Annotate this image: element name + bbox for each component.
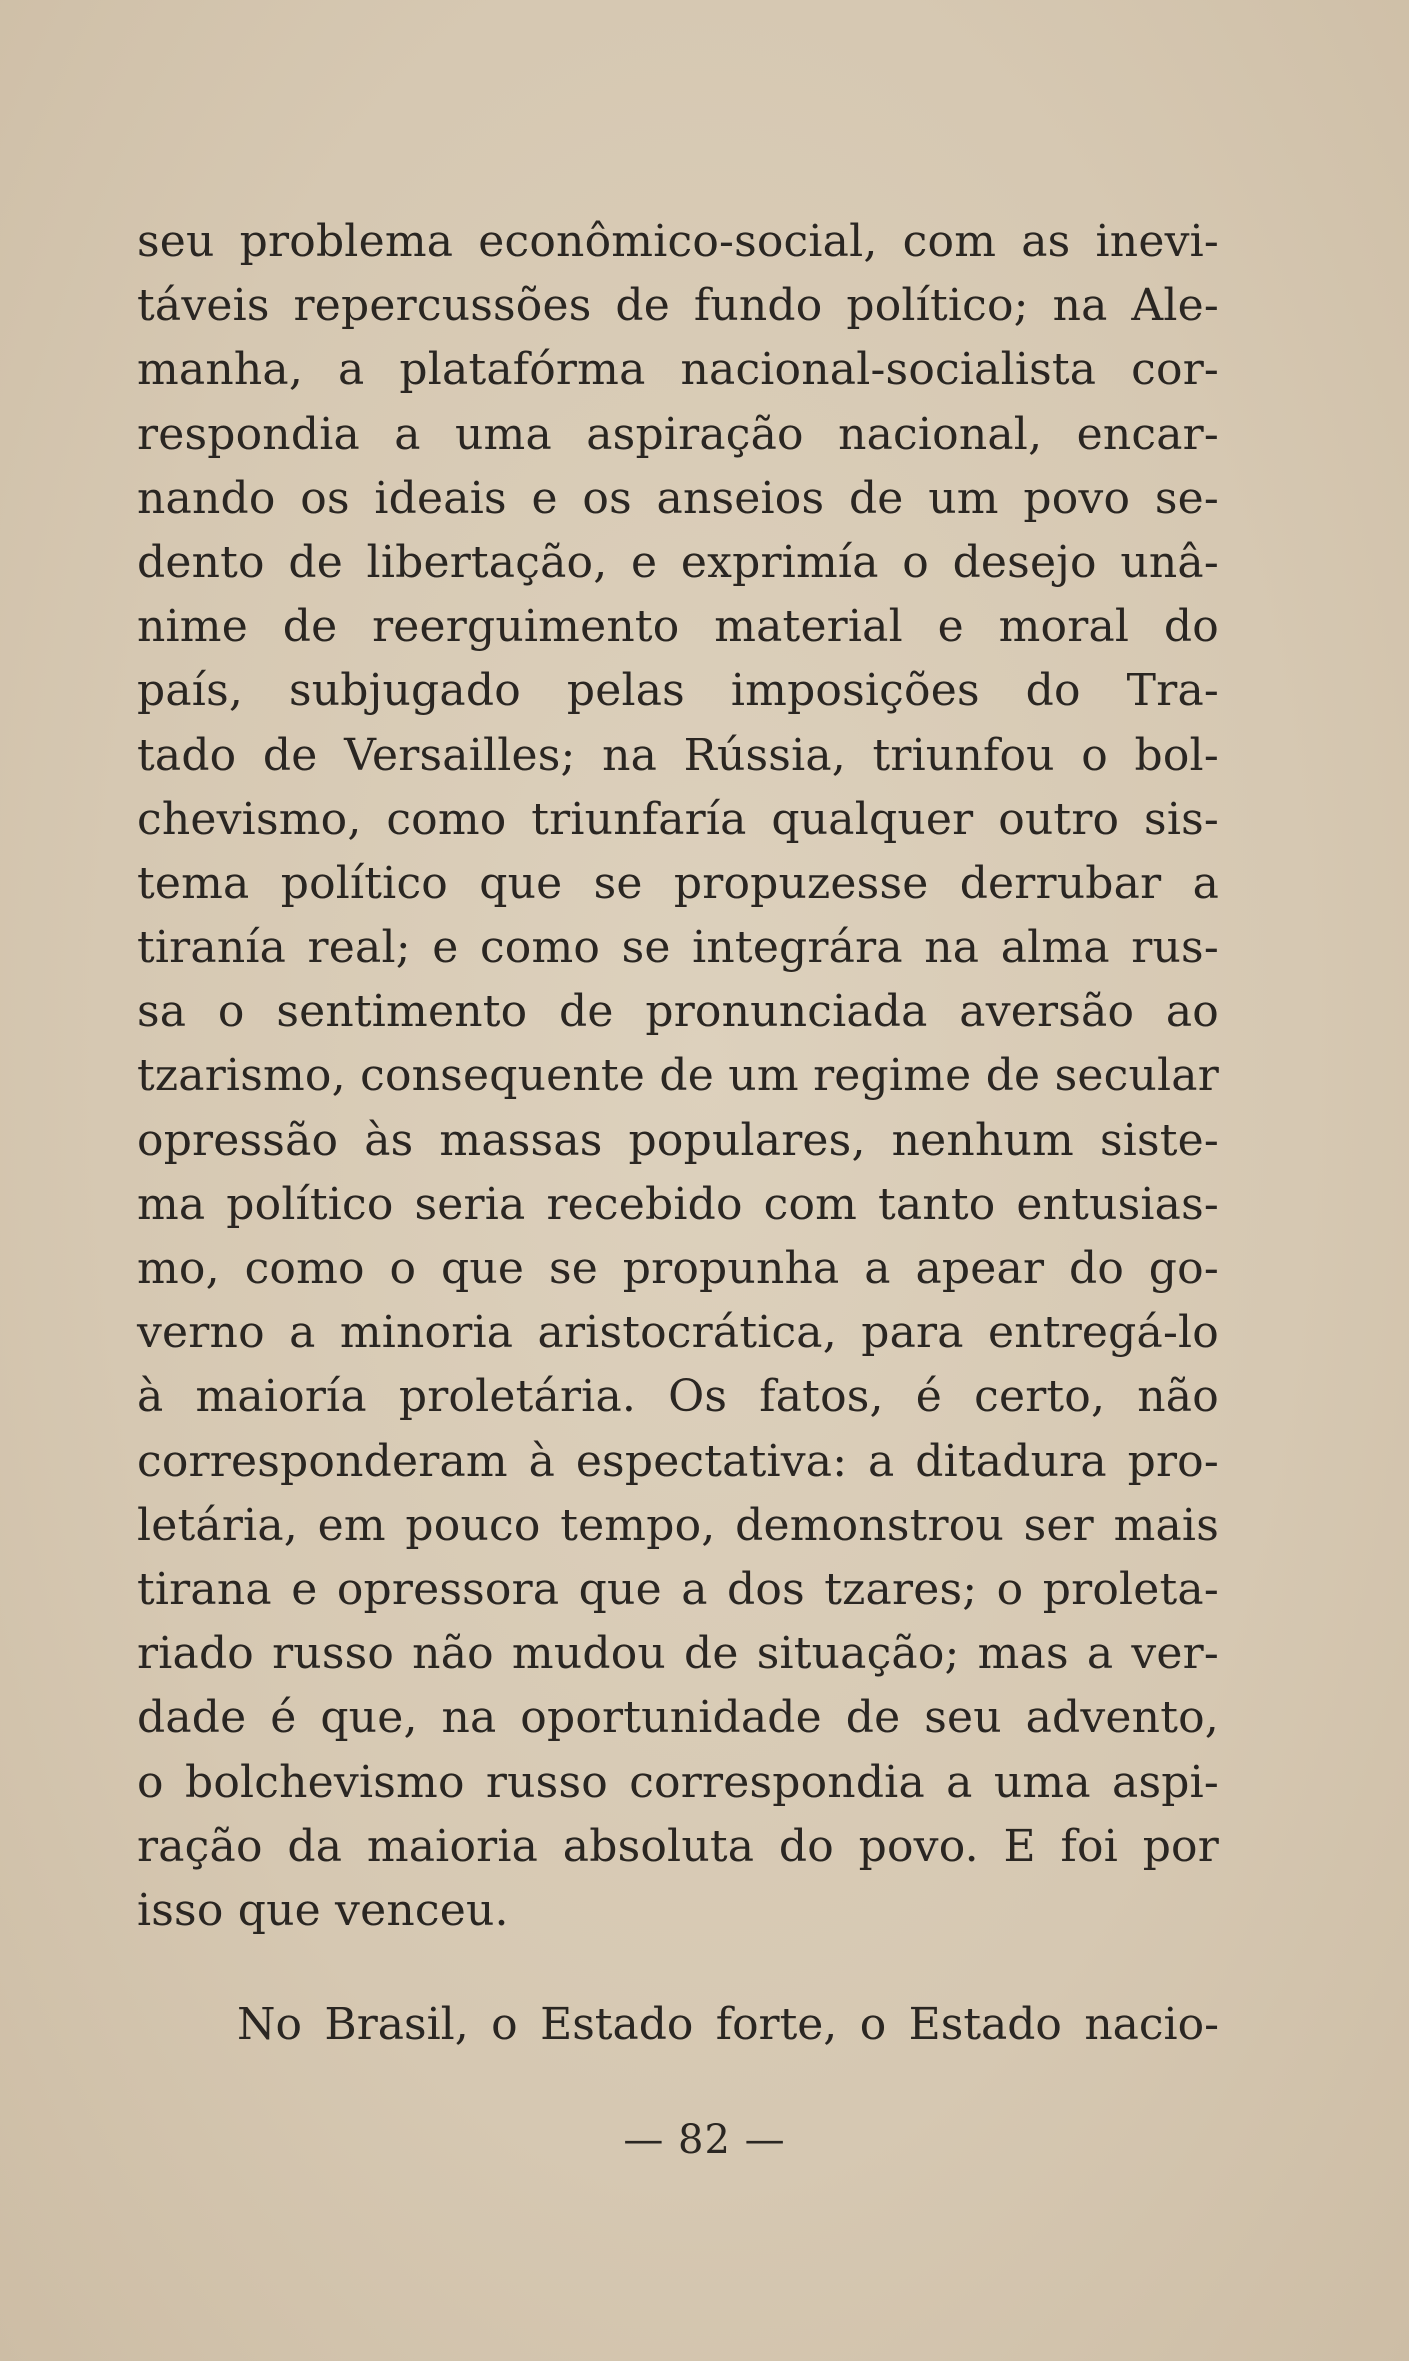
text-line: opressão às massas populares, nenhum siste-: [137, 1114, 1219, 1166]
text-line: país, subjugado pelas imposições do Tra-: [137, 665, 1219, 717]
text-line: o bolchevismo russo correspondia a uma aspi-: [137, 1756, 1219, 1808]
text-line: dade é que, na oportunidade de seu advento,: [137, 1692, 1219, 1744]
text-line: letária, em pouco tempo, demonstrou ser mais: [137, 1499, 1219, 1551]
text-line: ma político seria recebido com tanto entusias-: [137, 1178, 1219, 1230]
paragraph-2-first-line: No Brasil, o Estado forte, o Estado nacio-: [237, 1999, 1219, 2050]
text-line: táveis repercussões de fundo político; na Ale-: [137, 280, 1219, 332]
text-line: riado russo não mudou de situação; mas a ver-: [137, 1628, 1219, 1680]
text-line: tema político que se propuzesse derrubar a: [137, 857, 1219, 909]
text-line: manha, a platafórma nacional-socialista cor-: [137, 344, 1219, 396]
paragraph-1: [137, 210, 1219, 1943]
text-line: tado de Versailles; na Rússia, triunfou o bol-: [137, 729, 1219, 781]
text-line: tzarismo, consequente de um regime de secular: [137, 1050, 1219, 1102]
text-line: nime de reerguimento material e moral do: [137, 601, 1219, 653]
text-line: chevismo, como triunfaría qualquer outro sis-: [137, 793, 1219, 845]
text-line: mo, como o que se propunha a apear do go-: [137, 1243, 1219, 1294]
text-line: ração da maioria absoluta do povo. E foi por: [137, 1820, 1219, 1872]
text-line: sa o sentimento de pronunciada aversão ao: [137, 986, 1219, 1038]
text-line: respondia a uma aspiração nacional, encar-: [137, 408, 1219, 460]
text-line: à maioría proletária. Os fatos, é certo, não: [137, 1371, 1219, 1423]
text-line: seu problema econômico-social, com as inevi-: [137, 216, 1219, 267]
text-line: nando os ideais e os anseios de um povo se-: [137, 472, 1219, 524]
text-line: corresponderam à espectativa: a ditadura pro-: [137, 1435, 1219, 1487]
text-line: tiranía real; e como se integrára na alma rus-: [137, 922, 1219, 974]
text-line: tirana e opressora que a dos tzares; o proleta-: [137, 1563, 1219, 1615]
text-line: verno a minoria aristocrática, para entregá-lo: [137, 1307, 1219, 1359]
page-number: — 82 —: [623, 2117, 786, 2163]
text-line: dento de libertação, e exprimía o desejo unâ-: [137, 536, 1219, 588]
text-line: isso que venceu.: [137, 1884, 509, 1936]
